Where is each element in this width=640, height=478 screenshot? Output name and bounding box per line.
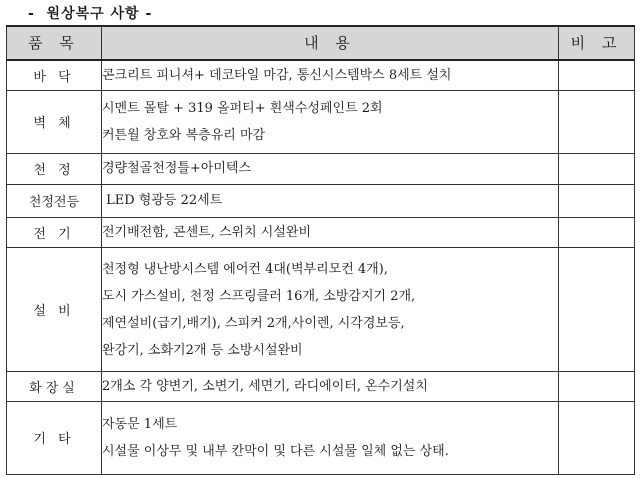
content-line: 시설물 이상무 및 내부 칸막이 및 다른 시설물 일체 없는 상태. [102,443,449,459]
row-content [102,90,559,153]
content-line: 경량철골천정틀+아미텍스 [102,161,252,177]
row-item-label: 천 정 [7,153,102,185]
row-content [102,217,559,248]
row-content [102,153,559,185]
row-item-label: 전 기 [7,217,102,248]
row-note [559,90,635,153]
table-row [7,90,635,153]
row-note [559,60,635,91]
content-line: 시멘트 몰탈 + 319 올퍼티+ 흰색수성페인트 2회 [102,100,383,116]
content-line: 제연설비(급기,배기), 스피커 2개,사이렌, 시각경보등, [102,315,405,331]
header-item: 품 목 [7,26,102,60]
table-row [7,248,635,372]
row-content [102,372,559,401]
row-item-label: 화장실 [7,372,102,401]
table-row [7,153,635,185]
restoration-table [6,25,635,475]
header-note: 비 고 [559,26,635,60]
row-item-label: 천정전등 [7,185,102,218]
content-line: 콘크리트 피니셔+ 데코타일 마감, 통신시스템박스 8세트 설치 [102,67,452,83]
content-line: 커튼월 창호와 복층유리 마감 [102,127,266,143]
row-note [559,401,635,474]
table-row [7,60,635,91]
page-title: - 원상복구 사항 - [28,6,153,22]
row-item-label: 벽 체 [7,90,102,153]
row-content [102,185,559,218]
content-line: 자동문 1세트 [102,416,178,432]
row-note [559,248,635,372]
content-line: 전기배전함, 콘센트, 스위치 시설완비 [102,224,312,240]
table-header-row [7,26,635,60]
content-line: 완강기, 소화기2개 등 소방시설완비 [102,342,303,358]
row-item-label: 기 타 [7,401,102,474]
row-content [102,60,559,91]
row-note [559,185,635,218]
table-row [7,372,635,401]
content-line: 2개소 각 양변기, 소변기, 세면기, 라디에이터, 온수기설치 [102,378,428,394]
table-row [7,217,635,248]
row-note [559,217,635,248]
content-line: LED 형광등 22세트 [102,193,223,209]
row-content [102,401,559,474]
table-row [7,185,635,218]
content-line: 도시 가스설비, 천정 스프링클러 16개, 소방감지기 2개, [102,288,416,304]
header-content: 내 용 [102,26,559,60]
row-content [102,248,559,372]
row-note [559,153,635,185]
table-row [7,401,635,474]
row-item-label: 바 닥 [7,60,102,91]
row-note [559,372,635,401]
row-item-label: 설 비 [7,248,102,372]
content-line: 천정형 냉난방시스템 에어컨 4대(벽부리모컨 4개), [102,261,388,277]
